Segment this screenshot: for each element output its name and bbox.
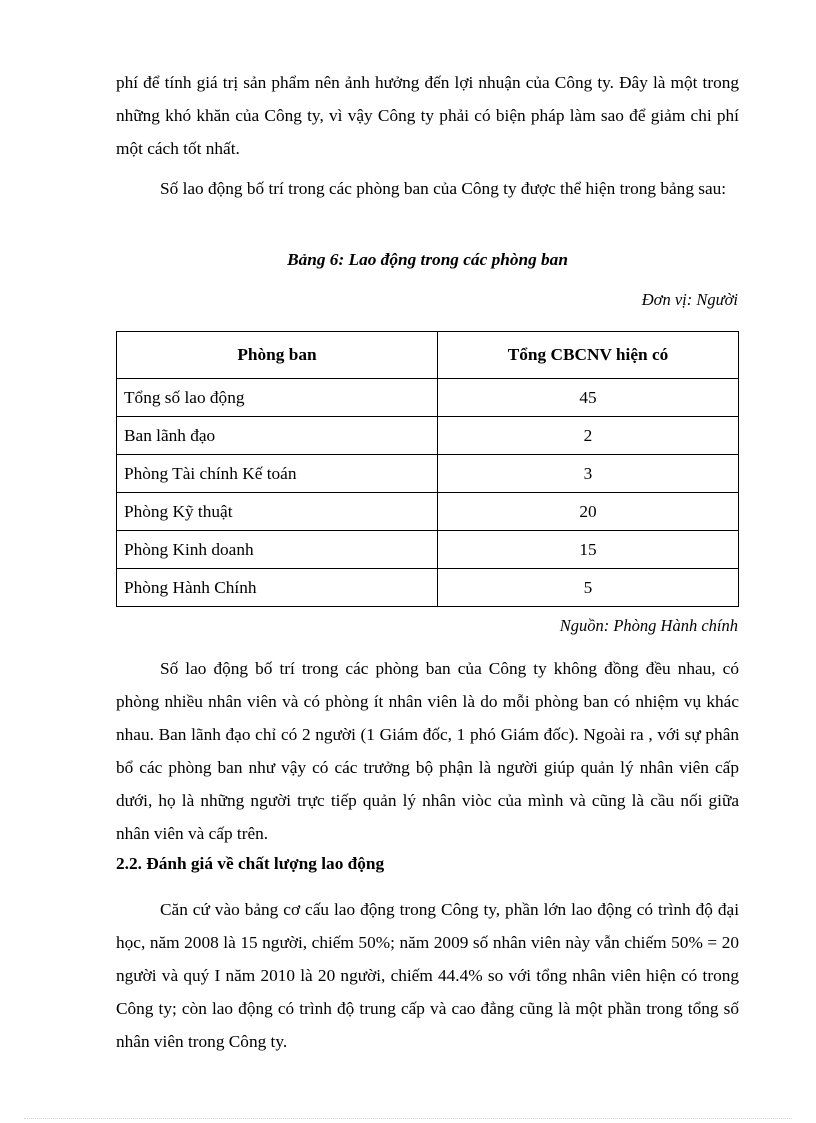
- page-bottom-divider: [24, 1118, 792, 1119]
- staff-table: [116, 331, 739, 607]
- table-header-row: [117, 332, 739, 379]
- table-row: [117, 455, 739, 493]
- table-row: [117, 493, 739, 531]
- department-cell: Ban lãnh đạo: [117, 417, 438, 455]
- paragraph-quality-analysis: Căn cứ vào bảng cơ cấu lao động trong Công ty, phần lớn lao động có trình độ đại học, năm 2008 là 15 người, chiếm 50%; năm 2009 số nhân viên này vẫn chiếm 50% = 20 người và quý I năm 2010 là 20 người, chiếm 44.4% so với tổng nhân viên hiện có trong Công ty; còn lao động có trình độ trung cấp và cao đẳng cũng là một phần trong tổng số nhân viên trong Công ty.: [116, 900, 739, 1051]
- count-cell: 15: [438, 531, 739, 569]
- count-cell: 3: [438, 455, 739, 493]
- count-cell: 2: [438, 417, 739, 455]
- department-cell: Phòng Kỹ thuật: [117, 493, 438, 531]
- department-cell: Phòng Tài chính Kế toán: [117, 455, 438, 493]
- table-row: [117, 379, 739, 417]
- table-source: Nguồn: Phòng Hành chính: [559, 616, 738, 635]
- count-cell: 45: [438, 379, 739, 417]
- section-heading: 2.2. Đánh giá về chất lượng lao động: [116, 854, 385, 873]
- table-row: [117, 531, 739, 569]
- paragraph-department-analysis: Số lao động bố trí trong các phòng ban của Công ty không đồng đều nhau, có phòng nhiều nhân viên và có phòng ít nhân viên là do mỗi phòng ban có nhiệm vụ khác nhau. Ban lãnh đạo chỉ có 2 người (1 Giám đốc, 1 phó Giám đốc). Ngoài ra , với sự phân bổ các phòng ban như vậy có các trưởng bộ phận là người giúp quản lý nhân viên cấp dưới, họ là những người trực tiếp quản lý nhân viòc của mình và cũng là cầu nối giữa nhân viên và cấp trên.: [116, 659, 739, 843]
- table-row: [117, 569, 739, 607]
- paragraph-table-intro: Số lao động bố trí trong các phòng ban của Công ty được thể hiện trong bảng sau:: [160, 179, 727, 198]
- table-caption: Bảng 6: Lao động trong các phòng ban: [287, 250, 568, 269]
- table-unit: Đơn vị: Người: [641, 290, 738, 309]
- count-cell: 5: [438, 569, 739, 607]
- paragraph-cost: phí để tính giá trị sản phẩm nên ảnh hưởng đến lợi nhuận của Công ty. Đây là một trong những khó khăn của Công ty, vì vậy Công ty phải có biện pháp làm sao để giảm chi phí một cách tốt nhất.: [116, 73, 739, 158]
- count-cell: 20: [438, 493, 739, 531]
- department-cell: Tổng số lao động: [117, 379, 438, 417]
- header-department: Phòng ban: [117, 332, 438, 379]
- department-cell: Phòng Hành Chính: [117, 569, 438, 607]
- table-row: [117, 417, 739, 455]
- department-cell: Phòng Kinh doanh: [117, 531, 438, 569]
- header-staff-count: Tổng CBCNV hiện có: [438, 332, 739, 379]
